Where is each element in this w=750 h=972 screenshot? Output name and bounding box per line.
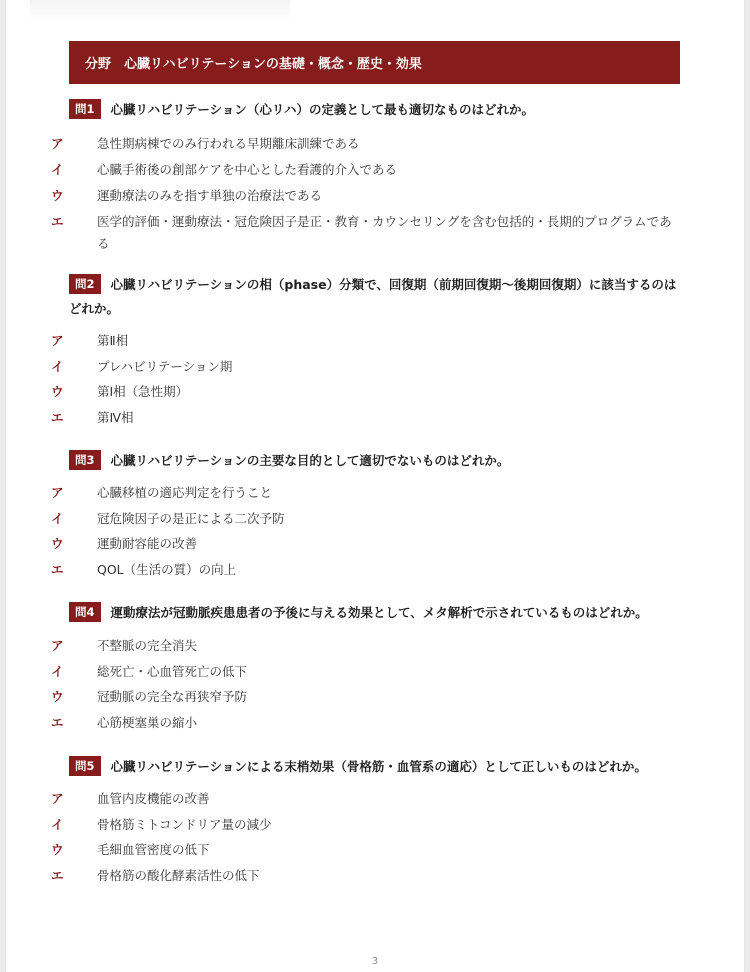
option-key: ウ (51, 536, 64, 551)
option-text: 急性期病棟でのみ行われる早期離床訓練である (97, 136, 360, 151)
option-text: 第Ⅰ相（急性期） (97, 384, 189, 399)
option-u[interactable] (51, 533, 691, 555)
question-3 (51, 449, 680, 577)
option-text: 冠動脈の完全な再狭窄予防 (97, 689, 248, 704)
option-text: 第Ⅱ相 (97, 333, 129, 348)
option-key: エ (51, 868, 64, 883)
option-text: 運動療法のみを指す単独の治療法である (97, 188, 323, 203)
option-text: QOL（生活の質）の向上 (97, 562, 237, 577)
option-key: ア (51, 136, 64, 151)
option-key: エ (51, 410, 64, 425)
option-i[interactable] (51, 814, 691, 836)
option-e[interactable] (51, 559, 691, 581)
option-e[interactable] (51, 211, 691, 255)
question-1 (51, 98, 680, 251)
option-text: 総死亡・心血管死亡の低下 (97, 664, 248, 679)
section-banner (69, 41, 680, 84)
option-a[interactable] (51, 330, 691, 352)
option-key: イ (51, 664, 64, 679)
option-key: イ (51, 162, 64, 177)
option-text: 不整脈の完全消失 (97, 638, 198, 653)
question-text: 運動療法が冠動脈疾患患者の予後に与える効果として、メタ解析で示されているものはどれか。 (110, 605, 648, 620)
option-key: ウ (51, 842, 64, 857)
option-i[interactable] (51, 356, 691, 378)
option-key: エ (51, 214, 64, 229)
option-u[interactable] (51, 381, 691, 403)
option-text: 心臓移植の適応判定を行うこと (97, 485, 273, 500)
top-shadow (30, 0, 290, 22)
option-e[interactable] (51, 407, 691, 429)
option-key: ア (51, 333, 64, 348)
option-key: イ (51, 817, 64, 832)
option-text: プレハビリテーション期 (97, 359, 233, 374)
option-a[interactable] (51, 788, 691, 810)
option-text: 医学的評価・運動療法・冠危険因子是正・教育・カウンセリングを含む包括的・長期的プログラムである (97, 214, 672, 251)
question-header (69, 755, 680, 779)
option-e[interactable] (51, 865, 691, 887)
option-e[interactable] (51, 712, 691, 734)
option-key: エ (51, 562, 64, 577)
option-key: ア (51, 485, 64, 500)
option-a[interactable] (51, 133, 691, 155)
option-text: 骨格筋ミトコンドリア量の減少 (97, 817, 272, 832)
option-u[interactable] (51, 686, 691, 708)
question-tag: 問1 (69, 99, 101, 119)
question-header (69, 601, 680, 625)
question-tag: 問3 (69, 450, 101, 470)
question-tag: 問4 (69, 602, 101, 622)
option-text: 冠危険因子の是正による二次予防 (97, 511, 285, 526)
option-text: 第Ⅳ相 (97, 410, 134, 425)
question-tag: 問2 (69, 274, 101, 294)
option-i[interactable] (51, 159, 691, 181)
option-i[interactable] (51, 508, 691, 530)
option-text: 骨格筋の酸化酵素活性の低下 (97, 868, 260, 883)
option-key: ア (51, 638, 64, 653)
option-text: 心筋梗塞巣の縮小 (97, 715, 198, 730)
option-key: ウ (51, 188, 64, 203)
question-tag: 問5 (69, 756, 101, 776)
option-key: ウ (51, 384, 64, 399)
option-text: 心臓手術後の創部ケアを中心とした看護的介入である (97, 162, 398, 177)
section-title: 分野 心臓リハビリテーションの基礎・概念・歴史・効果 (85, 57, 422, 72)
question-text: 心臓リハビリテーションの相（phase）分類で、回復期（前期回復期〜後期回復期）に該当するのはどれか。 (69, 277, 677, 316)
question-header (69, 98, 680, 122)
option-text: 血管内皮機能の改善 (97, 791, 210, 806)
question-header (69, 449, 680, 473)
option-a[interactable] (51, 482, 691, 504)
question-5 (51, 755, 680, 883)
option-text: 運動耐容能の改善 (97, 536, 198, 551)
option-key: イ (51, 511, 64, 526)
option-key: イ (51, 359, 64, 374)
question-4 (51, 601, 680, 730)
question-text: 心臓リハビリテーションの主要な目的として適切でないものはどれか。 (110, 453, 510, 468)
question-text: 心臓リハビリテーションによる末梢効果（骨格筋・血管系の適応）として正しいものはどれか。 (110, 759, 647, 774)
option-key: ウ (51, 689, 64, 704)
question-text: 心臓リハビリテーション（心リハ）の定義として最も適切なものはどれか。 (110, 102, 535, 117)
option-u[interactable] (51, 839, 691, 861)
option-key: ア (51, 791, 64, 806)
page-number: 3 (371, 956, 379, 967)
option-key: エ (51, 715, 64, 730)
option-i[interactable] (51, 661, 691, 683)
option-u[interactable] (51, 185, 691, 207)
question-2 (51, 273, 680, 425)
option-text: 毛細血管密度の低下 (97, 842, 210, 857)
question-header (69, 273, 680, 321)
option-a[interactable] (51, 635, 691, 657)
